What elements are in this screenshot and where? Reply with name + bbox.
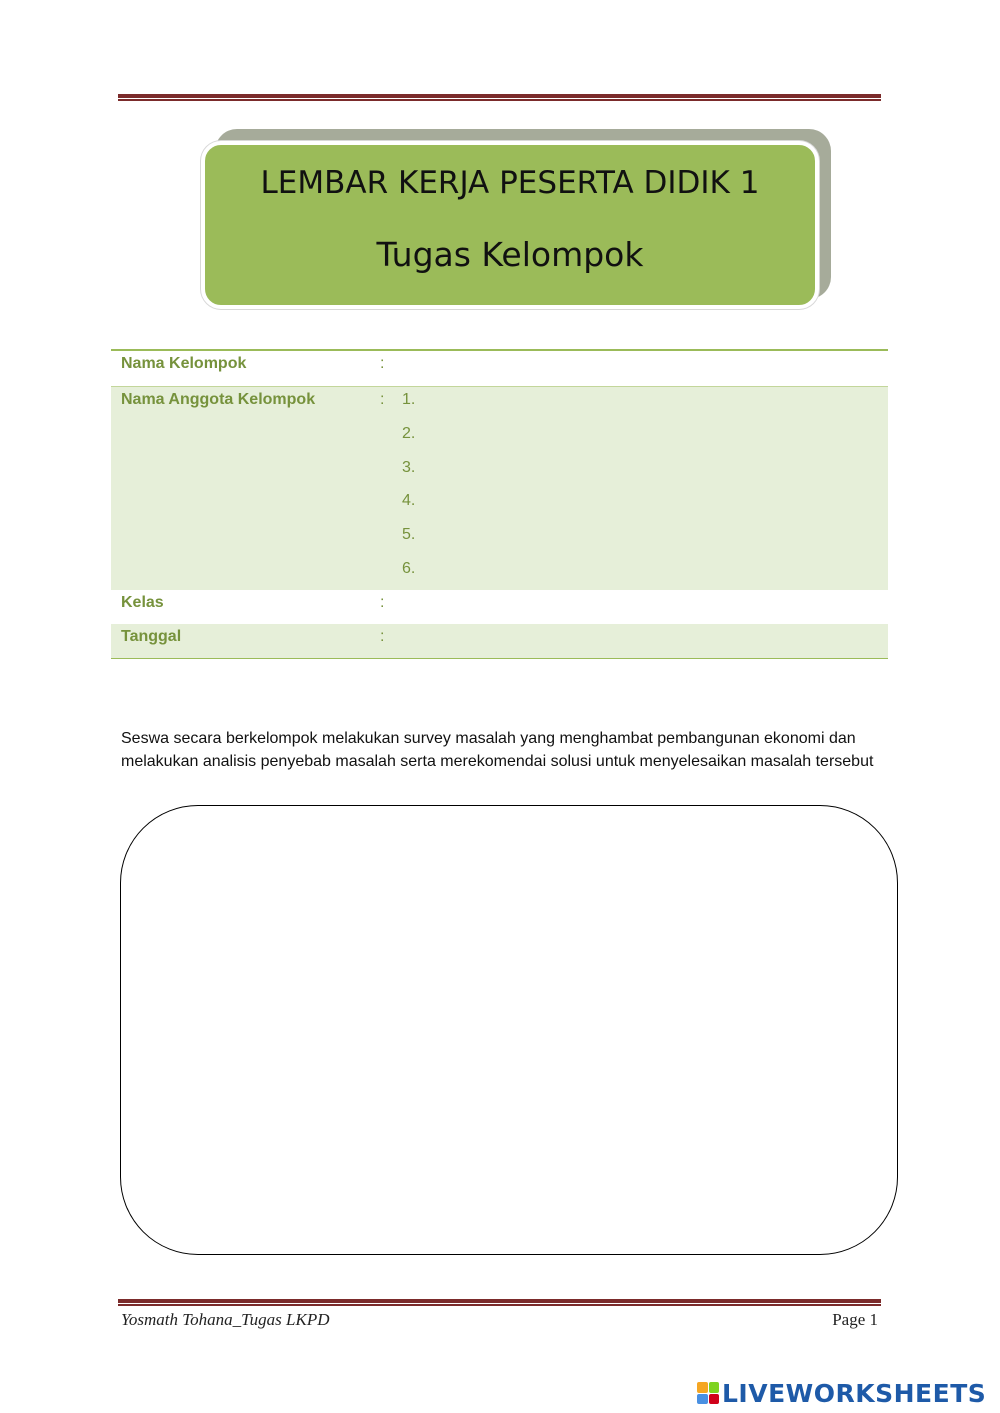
worksheet-subtitle: Tugas Kelompok bbox=[376, 235, 644, 274]
header-rule bbox=[118, 94, 881, 101]
member-item: 4. bbox=[402, 492, 416, 510]
group-info-table bbox=[111, 349, 888, 659]
group-name-row bbox=[111, 351, 888, 386]
liveworksheets-logo-icon bbox=[697, 1382, 719, 1404]
members-row bbox=[111, 387, 888, 590]
member-item: 2. bbox=[402, 424, 416, 442]
group-name-colon: : bbox=[380, 355, 385, 372]
page-number: Page 1 bbox=[832, 1310, 878, 1329]
member-item: 1. bbox=[402, 391, 416, 408]
members-colon: : bbox=[380, 391, 385, 408]
member-item: 6. bbox=[402, 559, 416, 577]
class-row bbox=[111, 590, 888, 624]
member-item: 3. bbox=[402, 458, 416, 476]
date-colon: : bbox=[380, 628, 385, 645]
class-label: Kelas bbox=[121, 594, 164, 611]
date-label: Tanggal bbox=[121, 628, 182, 645]
answer-box[interactable] bbox=[120, 805, 898, 1255]
liveworksheets-logo-text: LIVEWORKSHEETS bbox=[722, 1378, 987, 1408]
date-row bbox=[111, 624, 888, 658]
footer-author: Yosmath Tohana_Tugas LKPD bbox=[121, 1310, 330, 1329]
member-item: 5. bbox=[402, 526, 416, 544]
members-label: Nama Anggota Kelompok bbox=[121, 391, 316, 408]
footer-rule bbox=[118, 1299, 881, 1306]
instruction-text: Seswa secara berkelompok melakukan survey masalah yang menghambat pembangunan ekonomi dan melakukan analisis penyebab masalah serta merekomendai solusi untuk menyelesaikan masalah tersebut bbox=[121, 730, 874, 770]
title-banner bbox=[201, 141, 819, 309]
group-name-label: Nama Kelompok bbox=[121, 355, 247, 372]
members-list bbox=[402, 391, 415, 594]
liveworksheets-logo bbox=[697, 1378, 986, 1408]
class-colon: : bbox=[380, 594, 385, 611]
worksheet-title: LEMBAR KERJA PESERTA DIDIK 1 bbox=[260, 165, 760, 201]
